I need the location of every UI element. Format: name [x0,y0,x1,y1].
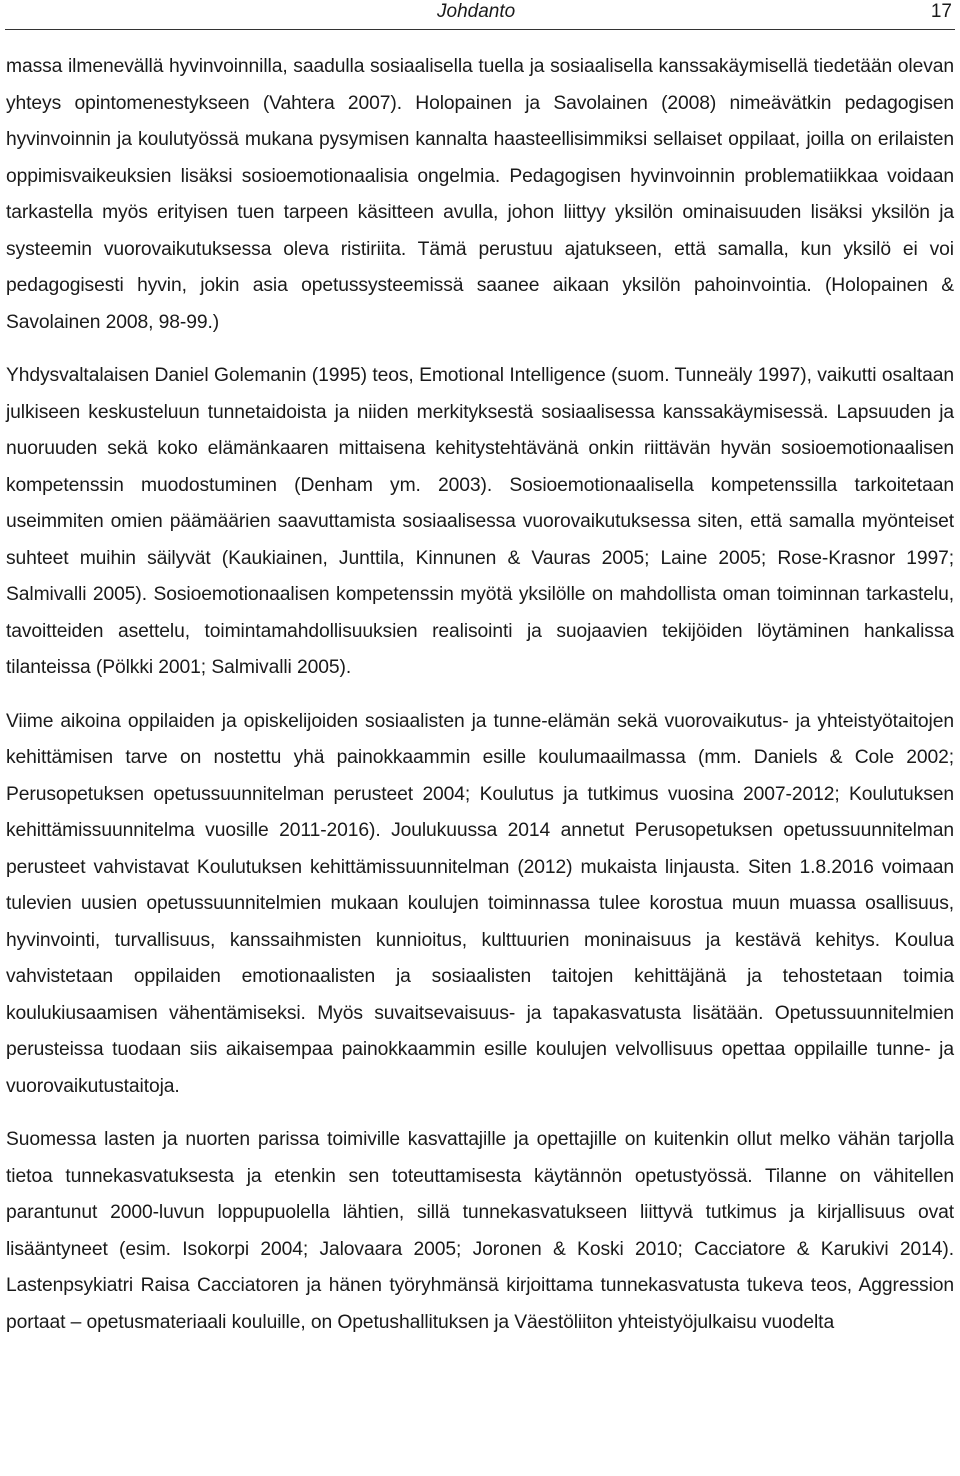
header-divider [5,29,955,30]
paragraph-2: Yhdysvaltalaisen Daniel Golemanin (1995) teos, Emotional Intelligence (suom. Tunneäly 1997), vaikutti osaltaan julkiseen keskusteluun tunnetaidoista ja niiden merkityksestä sosiaalisessa kanssakäymisessä. Lapsuuden ja nuoruuden sekä koko elämänkaaren mittaisena kehitystehtävänä onkin riittävän hyvän sosioemotionaalisen kompetenssin muodostuminen (Denham ym. 2003). Sosioemotionaalisella kompetenssilla tarkoitetaan useimmiten omien päämäärien saavuttamista sosiaalisessa vuorovaikutuksessa siten, että samalla myönteiset suhteet muihin säilyvät (Kaukiainen, Junttila, Kinnunen & Vauras 2005; Laine 2005; Rose-Krasnor 1997; Salmivalli 2005). Sosioemotionaalisen kompetenssin myötä yksilölle on mahdollista oman toiminnan tarkastelu, tavoitteiden asettelu, toimintamahdollisuuksien realisointi ja suojaavien tekijöiden löytäminen hankalissa tilanteissa (Pölkki 2001; Salmivalli 2005). [6,365,954,678]
paragraph-1: massa ilmenevällä hyvinvoinnilla, saadulla sosiaalisella tuella ja sosiaalisella kanssakäymisellä tiedetään olevan yhteys opintomenestykseen (Vahtera 2007). Holopainen ja Savolainen (2008) nimeävätkin pedagogisen hyvinvoinnin ja koulutyössä mukana pysymisen kannalta haasteellisimmiksi sellaiset oppilaat, joilla on erilaisten oppimisvaikeuksien lisäksi sosioemotionaalisia ongelmia. Pedagogisen hyvinvoinnin problematiikkaa voidaan tarkastella myös erityisen tuen tarpeen käsitteen avulla, johon liittyy yksilön ominaisuuden lisäksi yksilön ja systeemin vuorovaikutuksessa oleva ristiriita. Tämä perustuu ajatukseen, että samalla, kun yksilö ei voi pedagogisesti hyvin, jokin asia opetussysteemissä saanee aikaan yksilön pahoinvointia. (Holopainen & Savolainen 2008, 98-99.) [6,56,954,333]
paragraph-4: Suomessa lasten ja nuorten parissa toimiville kasvattajille ja opettajille on kuitenkin ollut melko vähän tarjolla tietoa tunnekasvatuksesta ja etenkin sen toteuttamisesta käytännön opetustyössä. Tilanne on vähitellen parantunut 2000-luvun loppupuolella lähtien, sillä tunnekasvatukseen liittyvä tutkimus ja kirjallisuus ovat lisääntyneet (esim. Isokorpi 2004; Jalovaara 2005; Joronen & Koski 2010; Cacciatore & Karukivi 2014). Lastenpsykiatri Raisa Cacciatoren ja hänen työryhmänsä kirjoittama tunnekasvatusta tukeva teos, Aggression portaat – opetusmateriaali kouluille, on Opetushallituksen ja Väestöliiton yhteistyöjulkaisu vuodelta [6,1129,954,1333]
running-header [0,0,960,26]
chapter-title: Johdanto [437,1,516,22]
page-number: 17 [930,1,952,22]
paragraph-3: Viime aikoina oppilaiden ja opiskelijoiden sosiaalisten ja tunne-elämän sekä vuorovaikutus- ja yhteistyötaitojen kehittämisen tarve on nostettu yhä painokkaammin esille koulumaailmassa (mm. Daniels & Cole 2002; Perusopetuksen opetussuunnitelman perusteet 2004; Koulutus ja tutkimus vuosina 2007-2012; Koulutuksen kehittämissuunnitelma vuosille 2011-2016). Joulukuussa 2014 annetut Perusopetuksen opetussuunnitelman perusteet vahvistavat Koulutuksen kehittämissuunnitelman (2012) mukaista linjausta. Siten 1.8.2016 voimaan tulevien uusien opetussuunnitelmien mukaan koulujen toiminnassa tulee korostua muun muassa osallisuus, hyvinvointi, turvallisuus, kanssaihmisten kunnioitus, kulttuurien moninaisuus ja kestävä kehitys. Koulua vahvistetaan oppilaiden emotionaalisten ja sosiaalisten taitojen kehittäjänä ja tehostetaan toimia koulukiusaamisen vähentämiseksi. Myös suvaitsevaisuus- ja tapakasvatusta lisätään. Opetussuunnitelmien perusteissa tuodaan siis aikaisempaa painokkaammin esille koulujen velvollisuus opettaa oppilaille tunne- ja vuorovaikutustaitoja. [6,710,954,1097]
body-text [6,49,954,1341]
